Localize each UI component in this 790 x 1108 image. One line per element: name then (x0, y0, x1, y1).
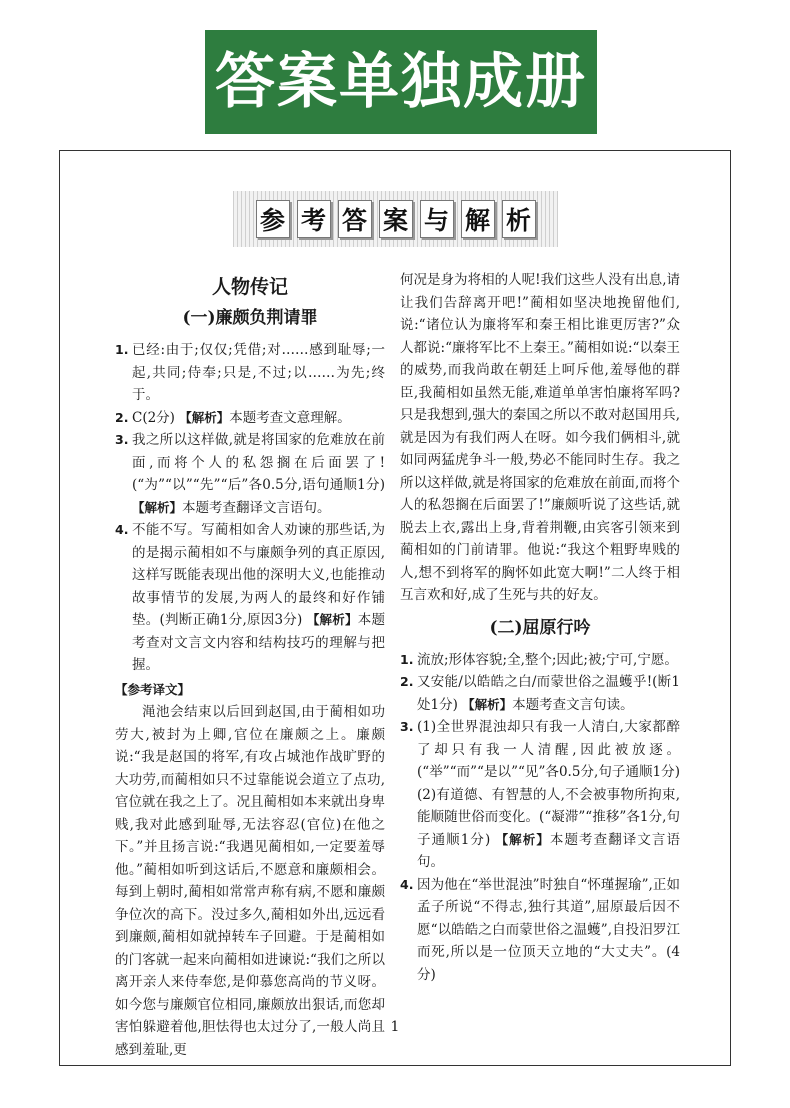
analysis-tag: 【解析】 (179, 409, 230, 425)
answer-item (115, 519, 385, 677)
analysis-text: 本题考查对文言文内容和结构技巧的理解与把握。 (132, 612, 385, 673)
banner-text: 答案单独成册 (215, 47, 587, 117)
right-column (400, 269, 680, 986)
item-number: 2. (115, 409, 129, 425)
title-char: 析 (502, 200, 536, 238)
title-char: 答 (338, 200, 372, 238)
analysis-text: 本题考查翻译文言语句。 (182, 499, 331, 516)
left-column (115, 273, 385, 1061)
item-text (417, 874, 680, 987)
title-bar (233, 191, 558, 247)
item-number: 3. (400, 719, 414, 734)
item-text (417, 716, 680, 874)
item-number: 2. (400, 674, 414, 689)
section-heading: 人物传记 (211, 276, 288, 298)
analysis-tag: 【解析】 (495, 831, 550, 847)
answer-item (400, 671, 680, 716)
answer-text: 已经:由于;仅仅;凭借;对……感到耻辱;一起,共同;侍奉;只是,不过;以……为先;终于。 (132, 342, 385, 403)
answer-item (400, 874, 680, 987)
item-number: 1. (115, 342, 129, 357)
answer-item (400, 716, 680, 874)
answer-text: 又安能/以皓皓之白/而蒙世俗之温蠖乎!(断1处1分) (417, 674, 680, 713)
item-number: 3. (115, 432, 129, 447)
answer-item (400, 649, 680, 672)
item-text (417, 671, 680, 716)
answer-text: 不能不写。写蔺相如舍人劝谏的那些话,为的是揭示蔺相如不与廉颇争列的真正原因,这样写既能表现出他的深明大义,也能推动故事情节的发展,为两人的最终和好作铺垫。(判断正确1分,原因3分) (132, 522, 385, 628)
answer-text: 流放;形体容貌;全,整个;因此;被;宁可,宁愿。 (417, 651, 678, 668)
title-char: 考 (297, 200, 331, 238)
banner (205, 30, 597, 134)
item-text (132, 429, 385, 519)
analysis-text: 本题考查文意理解。 (229, 409, 351, 426)
answer-text: (1)全世界混浊却只有我一人清白,大家都醉了却只有我一人清醒,因此被放逐。(“举”“而”“是以”“见”各0.5分,句子通顺1分) (2)有道德、有智慧的人,不会被事物所拘束,能顺随世俗而变化。(“凝滞”“推移”各1分,句子通顺1分) (417, 719, 680, 848)
title-char: 解 (461, 200, 495, 238)
page-number: 1 (390, 1019, 400, 1035)
item-text (132, 407, 385, 430)
reference-translation: 渑池会结束以后回到赵国,由于蔺相如功劳大,被封为上卿,官位在廉颇之上。廉颇说:“我是赵国的将军,有攻占城池作战旷野的大功劳,而蔺相如只不过靠能说会道立了点功,官位就在我之上了。况且蔺相如本来就出身卑贱,我对此感到耻辱,无法容忍(官位)在他之下。”并且扬言说:“我遇见蔺相如,一定要羞辱他。”蔺相如听到这话后,不愿意和廉颇相会。每到上朝时,蔺相如常常声称有病,不愿和廉颇争位次的高下。没过多久,蔺相如外出,远远看到廉颇,蔺相如就掉转车子回避。于是蔺相如的门客就一起来向蔺相如进谏说:“我们之所以离开亲人来侍奉您,是仰慕您高尚的节义呀。如今您与廉颇官位相同,廉颇放出狠话,而您却害怕躲避着他,胆怯得也太过分了,一般人尚且感到羞耻,更 (115, 704, 385, 1058)
reference-translation-continued: 何况是身为将相的人呢!我们这些人没有出息,请让我们告辞离开吧!”蔺相如坚决地挽留他们,说:“诸位认为廉将军和秦王相比谁更厉害?”众人都说:“廉将军比不上秦王。”蔺相如说:“以秦王的威势,而我尚敢在朝廷上呵斥他,羞辱他的群臣,我蔺相如虽然无能,难道单单害怕廉将军吗?只是我想到,强大的秦国之所以不敢对赵国用兵,就是因为有我们两人在呀。如今我们俩相斗,就如同两猛虎争斗一般,势必不能同时生存。我之所以这样做,就是将国家的危难放在前面,而将个人的私怨搁在后面罢了!”廉颇听说了这些话,就脱去上衣,露出上身,背着荆鞭,由宾客引领来到蔺相如的门前请罪。他说:“我这个粗野卑贱的人,想不到将军的胸怀如此宽大啊!”二人终于相互言欢和好,成了生死与共的好友。 (400, 272, 680, 603)
reference-translation-label: 【参考译文】 (115, 681, 191, 697)
lesson-heading: (一)廉颇负荆请罪 (182, 308, 318, 328)
title-char: 与 (420, 200, 454, 238)
title-char: 参 (256, 200, 290, 238)
lesson-heading: (二)屈原行吟 (489, 617, 591, 638)
item-number: 4. (400, 876, 414, 892)
analysis-tag: 【解析】 (132, 499, 183, 515)
item-number: 4. (115, 522, 129, 537)
answer-item (115, 339, 385, 407)
analysis-tag: 【解析】 (462, 696, 513, 712)
item-text (417, 649, 680, 672)
answer-item (115, 407, 385, 430)
answer-page (59, 150, 731, 1066)
analysis-tag: 【解析】 (306, 612, 358, 627)
item-text (132, 339, 385, 407)
answer-item (115, 429, 385, 519)
item-number: 1. (400, 651, 414, 667)
item-text (132, 519, 385, 677)
answer-text: 我之所以这样做,就是将国家的危难放在前面,而将个人的私怨搁在后面罢了!(“为”“以”“先”“后”各0.5分,语句通顺1分) (132, 432, 385, 493)
answer-text: 因为他在“举世混浊”时独自“怀瑾握瑜”,正如孟子所说“不得志,独行其道”,屈原最后因不愿“以皓皓之白而蒙世俗之温蠖”,自投汨罗江而死,所以是一位顶天立地的“大丈夫”。(4分) (417, 876, 680, 983)
answer-text: C(2分) (132, 409, 175, 426)
analysis-text: 本题考查文言句读。 (512, 696, 634, 713)
analysis-text: 本题考查翻译文言语句。 (417, 831, 680, 870)
title-char: 案 (379, 200, 413, 238)
